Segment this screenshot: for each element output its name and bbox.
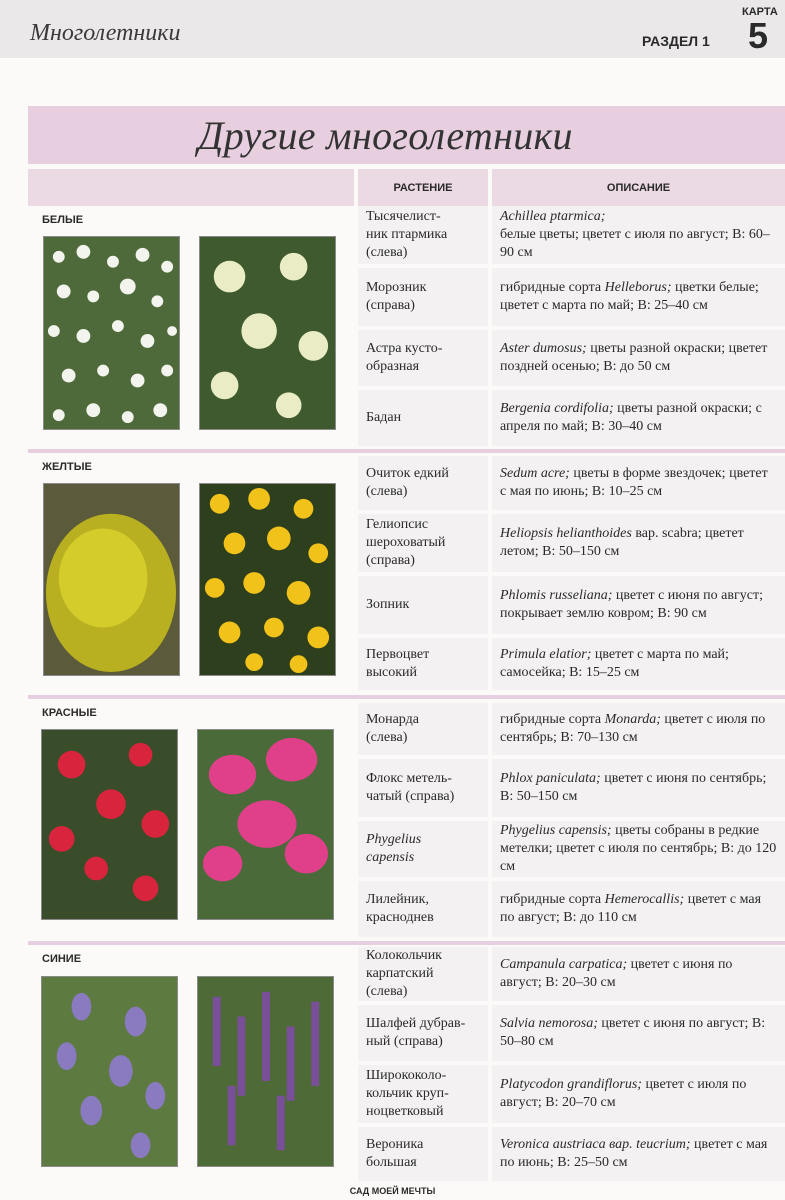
plant-name: Гелиопсис шероховатый (справа) [366, 517, 446, 568]
top-bar [0, 0, 785, 58]
plant-cell [358, 1005, 488, 1061]
description-prefix: гибридные сорта [500, 712, 602, 727]
description-cell [492, 456, 785, 510]
column-header-description: ОПИСАНИЕ [492, 169, 785, 206]
photo-helleborus [199, 236, 336, 430]
latin-name: Salvia nemorosa; [500, 1016, 598, 1031]
latin-name: Sedum acre; [500, 466, 570, 481]
latin-name: Phygelius capensis; [500, 823, 612, 838]
plant-name: Вероника большая [366, 1137, 424, 1170]
latin-name: Bergenia cordifolia; [500, 401, 614, 416]
description-text: цветет с мая по август; В: до 110 см [500, 892, 762, 925]
column-header-plant: РАСТЕНИЕ [358, 169, 488, 206]
footer-magazine-name: САД МОЕЙ МЕЧТЫ [349, 1186, 436, 1196]
latin-name: Platycodon grandiflorus; [500, 1077, 642, 1092]
group-label-blue: СИНИЕ [42, 953, 82, 965]
plant-name: Бадан [366, 410, 402, 425]
latin-name: Heliopsis helianthoides [500, 526, 632, 541]
latin-name: Achillea ptarmica; [500, 209, 606, 224]
description-cell [492, 576, 785, 634]
plant-cell [358, 947, 488, 1001]
plant-name: Ширококоло- кольчик круп- ноцветковый [366, 1068, 449, 1119]
description-text: цветы разной окраски; цветет поздней осенью; В: до 50 см [500, 341, 768, 374]
description-text: цветет с июня по август; В: 50–80 см [500, 1016, 766, 1049]
photo-heliopsis [199, 483, 336, 676]
plant-cell [358, 456, 488, 510]
plant-cell [358, 576, 488, 634]
plant-name: Очиток едкий (слева) [366, 466, 449, 499]
plant-cell [358, 390, 488, 446]
description-text: цветы разной окраски; с апреля по май; В: 30–40 см [500, 401, 762, 434]
description-text: цветет с марта по май; самосейка; В: 15–25 см [500, 647, 729, 680]
description-cell [492, 759, 785, 817]
latin-name: Primula elatior; [500, 647, 592, 662]
plant-cell [358, 881, 488, 937]
group-divider [28, 695, 785, 699]
description-cell [492, 206, 785, 264]
description-prefix: гибридные сорта [500, 892, 602, 907]
plant-cell [358, 1065, 488, 1123]
plant-name: Морозник (справа) [366, 280, 427, 313]
description-cell [492, 514, 785, 572]
plant-cell [358, 268, 488, 326]
description-cell [492, 1065, 785, 1123]
description-text: цветы собраны в редкие метелки; цветет с июля по сентябрь; В: до 120 см [500, 823, 777, 874]
group-divider [28, 941, 785, 945]
photo-monarda [41, 729, 178, 920]
plant-name: Шалфей дубрав- ный (справа) [366, 1016, 466, 1049]
plant-name: Монарда (слева) [366, 712, 419, 745]
card-label: КАРТА [742, 6, 778, 18]
group-divider [28, 449, 785, 453]
description-text: цветет с июня по сентябрь; В: 50–150 см [500, 771, 767, 804]
photo-phlox [197, 729, 334, 920]
photo-sedum [43, 483, 180, 676]
latin-name: Phlomis russeliana; [500, 588, 613, 603]
plant-name: Лилейник, красноднев [366, 892, 434, 925]
page-title: Другие многолетники [198, 113, 573, 158]
plant-name: Phygelius capensis [366, 832, 422, 865]
description-cell [492, 268, 785, 326]
description-prefix: гибридные сорта [500, 280, 602, 295]
description-cell [492, 881, 785, 937]
group-label-yellow: ЖЕЛТЫЕ [42, 461, 92, 473]
description-text: белые цветы; цветет с июля по август; В: 60–90 см [500, 227, 770, 260]
plant-name: Флокс метель- чатый (справа) [366, 771, 455, 804]
description-cell [492, 947, 785, 1001]
plant-name: Астра кусто- образная [366, 341, 443, 374]
description-cell [492, 330, 785, 386]
description-text: цветет с мая по июнь; В: 25–50 см [500, 1137, 768, 1170]
plant-cell [358, 514, 488, 572]
latin-name: Monarda; [604, 712, 661, 727]
section-name: Многолетники [30, 20, 181, 46]
description-cell [492, 1005, 785, 1061]
table-header-blank [28, 169, 354, 206]
description-cell [492, 390, 785, 446]
plant-cell [358, 759, 488, 817]
photo-campanula [41, 976, 178, 1167]
description-cell [492, 1127, 785, 1181]
photo-salvia [197, 976, 334, 1167]
title-band [28, 106, 785, 164]
description-text: цветет с июля по август; В: 20–70 см [500, 1077, 747, 1110]
group-label-red: КРАСНЫЕ [42, 707, 97, 719]
latin-name: Hemerocallis; [604, 892, 685, 907]
description-text: цветет с июня по август; В: 20–30 см [500, 957, 733, 990]
latin-name: Aster dumosus; [500, 341, 587, 356]
plant-name: Зопник [366, 597, 410, 612]
description-text: цветет с июля по сентябрь; В: 70–130 см [500, 712, 766, 745]
latin-name: Veronica austriaca вар. teucrium; [500, 1137, 691, 1152]
photo-achillea [43, 236, 180, 430]
plant-cell [358, 821, 488, 877]
plant-name: Первоцвет высокий [366, 647, 430, 680]
latin-name: Phlox paniculata; [500, 771, 601, 786]
group-label-white: БЕЛЫЕ [42, 214, 84, 226]
plant-cell [358, 638, 488, 690]
latin-name: Helleborus; [604, 280, 672, 295]
plant-name: Тысячелист- ник птармика (слева) [366, 209, 448, 260]
plant-cell [358, 703, 488, 755]
plant-name: Колокольчик карпатский (слева) [366, 948, 442, 999]
description-cell [492, 703, 785, 755]
description-cell [492, 821, 785, 877]
plant-cell [358, 1127, 488, 1181]
description-text: цветки белые; цветет с марта по май; В: 25–40 см [500, 280, 759, 313]
part-label: РАЗДЕЛ 1 [642, 33, 710, 49]
description-cell [492, 638, 785, 690]
description-text: цветет с июня по август; покрывает землю ковром; В: 90 см [500, 588, 763, 621]
description-text: цветы в форме звездочек; цветет с мая по июнь; В: 10–25 см [500, 466, 768, 499]
latin-name: Campanula carpatica; [500, 957, 628, 972]
card-number: 5 [748, 15, 769, 56]
plant-cell [358, 206, 488, 264]
description-text: вар. scabra; цветет летом; В: 50–150 см [500, 526, 744, 559]
plant-cell [358, 330, 488, 386]
